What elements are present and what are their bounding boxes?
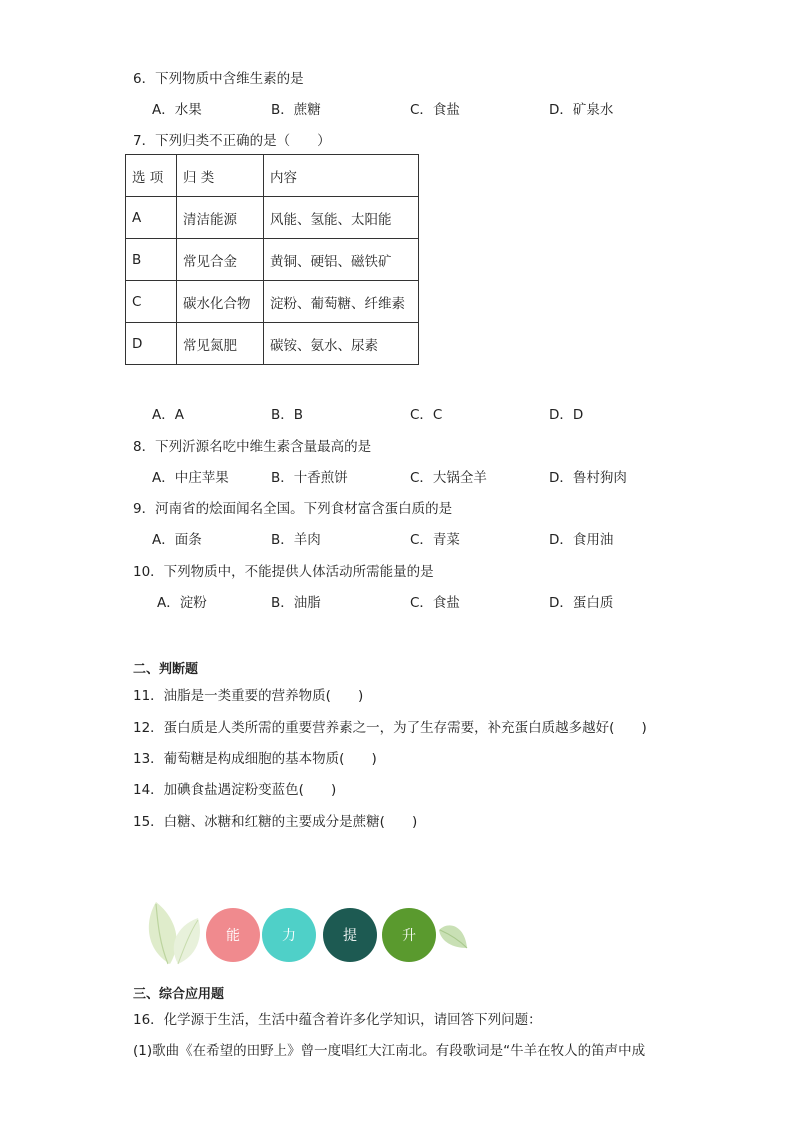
q9-option-b: B．羊肉 <box>271 532 321 548</box>
ability-banner <box>140 900 470 966</box>
q6-option-d: D．矿泉水 <box>549 102 614 118</box>
table-cell: 风能、氢能、太阳能 <box>264 197 419 239</box>
q10-stem: 10．下列物质中，不能提供人体活动所需能量的是 <box>133 564 434 580</box>
table-header-cell: 内容 <box>264 155 419 197</box>
leaf-left-icon <box>140 900 210 966</box>
table-cell: 黄铜、硬铝、磁铁矿 <box>264 239 419 281</box>
q8-stem: 8．下列沂源名吃中维生素含量最高的是 <box>133 439 372 455</box>
banner-char: 能 <box>226 928 240 944</box>
q16-part1: (1)歌曲《在希望的田野上》曾一度唱红大江南北。有段歌词是“牛羊在牧人的笛声中成 <box>133 1043 646 1059</box>
judgment-item: 12．蛋白质是人类所需的重要营养素之一，为了生存需要，补充蛋白质越多越好( ) <box>133 720 647 736</box>
table-header-cell: 选 项 <box>126 155 177 197</box>
table-cell: B <box>126 239 177 281</box>
q8-option-c: C．大锅全羊 <box>410 470 487 486</box>
q7-stem: 7．下列归类不正确的是（ ） <box>133 133 331 149</box>
q10-option-d: D．蛋白质 <box>549 595 614 611</box>
judgment-item: 11．油脂是一类重要的营养物质( ) <box>133 688 364 704</box>
q10-option-c: C．食盐 <box>410 595 460 611</box>
banner-char: 力 <box>282 928 296 944</box>
q7-option-b: B．B <box>271 407 304 423</box>
q16-stem: 16．化学源于生活，生活中蕴含着许多化学知识，请回答下列问题： <box>133 1012 542 1028</box>
q6-option-b: B．蔗糖 <box>271 102 321 118</box>
table-cell: 碳水化合物 <box>177 281 264 323</box>
section-title-judgment: 二、判断题 <box>133 662 199 677</box>
table-row <box>126 323 419 365</box>
table-cell: 碳铵、氨水、尿素 <box>264 323 419 365</box>
q10-option-b: B．油脂 <box>271 595 321 611</box>
classification-table <box>125 154 419 365</box>
table-row <box>126 281 419 323</box>
judgment-item: 13．葡萄糖是构成细胞的基本物质( ) <box>133 751 377 767</box>
q6-stem: 6．下列物质中含维生素的是 <box>133 71 304 87</box>
table-header-row <box>126 155 419 197</box>
q9-option-a: A．面条 <box>152 532 202 548</box>
banner-circle <box>323 908 377 962</box>
judgment-item: 14．加碘食盐遇淀粉变蓝色( ) <box>133 782 337 798</box>
table-row <box>126 239 419 281</box>
section-title-application: 三、综合应用题 <box>133 987 225 1002</box>
q9-option-c: C．青菜 <box>410 532 460 548</box>
table-header-cell: 归 类 <box>177 155 264 197</box>
q6-option-c: C．食盐 <box>410 102 460 118</box>
banner-char: 提 <box>343 928 357 944</box>
banner-circle <box>382 908 436 962</box>
q7-option-c: C．C <box>410 407 443 423</box>
leaf-right-icon <box>437 922 469 952</box>
table-cell: 常见氮肥 <box>177 323 264 365</box>
table-cell: 淀粉、葡萄糖、纤维素 <box>264 281 419 323</box>
q7-option-a: A．A <box>152 407 184 423</box>
table-cell: 清洁能源 <box>177 197 264 239</box>
banner-circle <box>262 908 316 962</box>
q8-option-a: A．中庄苹果 <box>152 470 229 486</box>
q8-option-b: B．十香煎饼 <box>271 470 348 486</box>
table-cell: 常见合金 <box>177 239 264 281</box>
q9-stem: 9．河南省的烩面闻名全国。下列食材富含蛋白质的是 <box>133 501 453 517</box>
banner-char: 升 <box>402 928 416 944</box>
banner-circle <box>206 908 260 962</box>
q10-option-a: A．淀粉 <box>157 595 207 611</box>
q9-option-d: D．食用油 <box>549 532 614 548</box>
table-row <box>126 197 419 239</box>
q6-option-a: A．水果 <box>152 102 202 118</box>
q7-option-d: D．D <box>549 407 584 423</box>
table-cell: C <box>126 281 177 323</box>
q8-option-d: D．鲁村狗肉 <box>549 470 627 486</box>
table-cell: D <box>126 323 177 365</box>
judgment-item: 15．白糖、冰糖和红糖的主要成分是蔗糖( ) <box>133 814 418 830</box>
table-cell: A <box>126 197 177 239</box>
